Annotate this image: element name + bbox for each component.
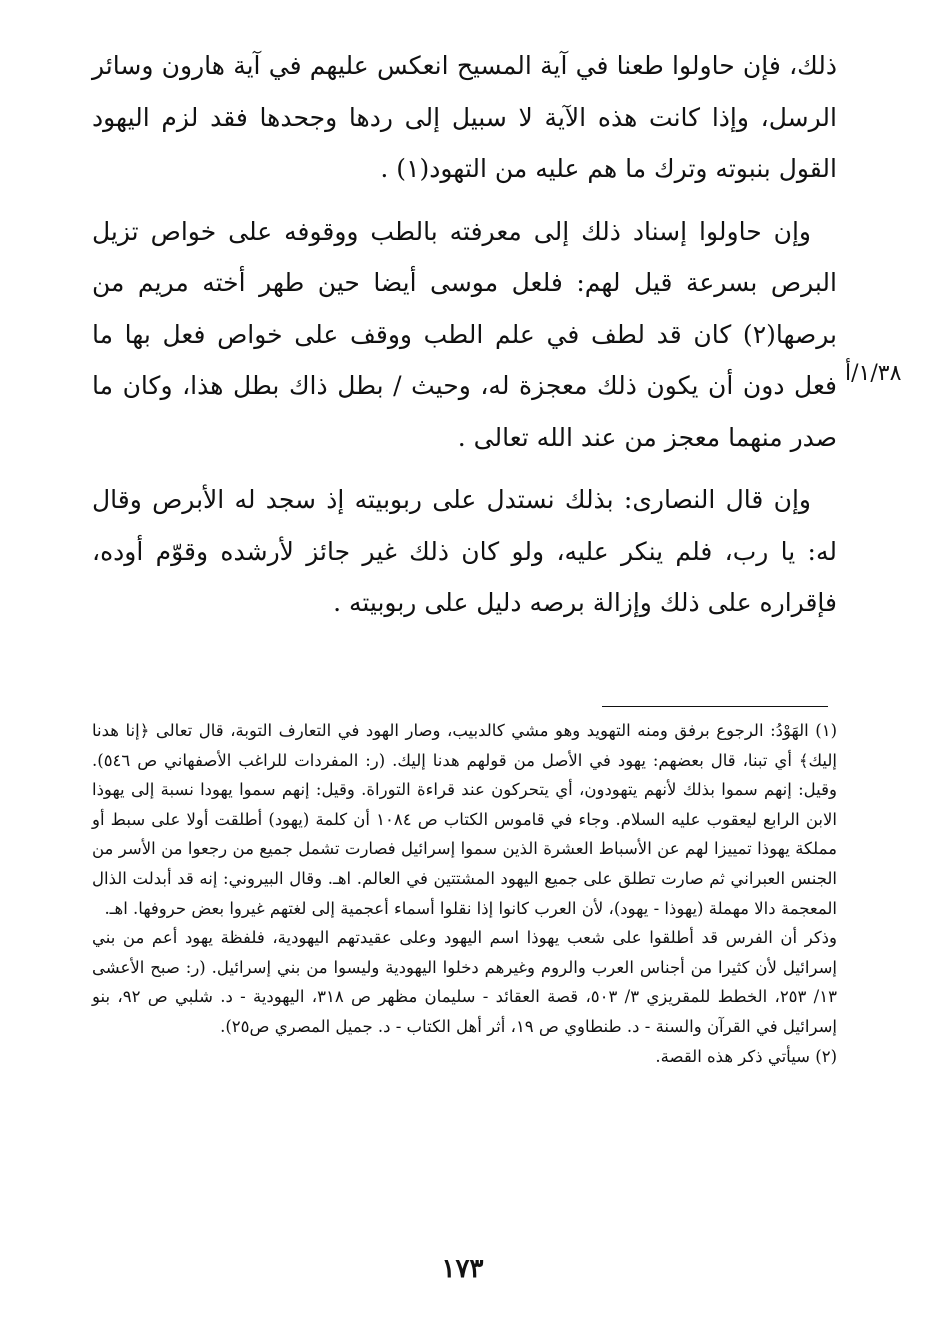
footnote-divider bbox=[602, 706, 828, 707]
page-number: ١٧٣ bbox=[441, 1254, 484, 1284]
margin-folio-reference: ١/٣٨/أ bbox=[845, 361, 902, 386]
paragraph-3: وإن قال النصارى: بذلك نستدل على ربوبيته إذ سجد له الأبرص وقال له: يا رب، فلم ينكر عليه، ولو كان ذلك غير جائز لأرشده وقوّم أوده، فإقراره على ذلك وإزالة برصه دليل على ربوبيته . bbox=[92, 485, 837, 617]
paragraph-1: ذلك، فإن حاولوا طعنا في آية المسيح انعكس عليهم في آية هارون وسائر الرسل، وإذا كانت هذه الآية لا سبيل إلى ردها وجحدها فقد لزم اليهود القول بنبوته وترك ما هم عليه من التهود(١) . bbox=[92, 51, 837, 183]
footnotes-block bbox=[92, 716, 837, 1071]
paragraph-2: وإن حاولوا إسناد ذلك إلى معرفته بالطب ووقوفه على خواص تزيل البرص بسرعة قيل لهم: فلعل موسى أيضا حين طهر أخته مريم من برصها(٢) كان قد لطف في علم الطب ووقف على خواص فعل بها ما فعل دون أن يكون ذلك معجزة له، وحيث / بطل ذاك بطل هذا، وكان ما صدر منهما معجز من عند الله تعالى . bbox=[92, 216, 837, 452]
footnote-2: (٢) سيأتي ذكر هذه القصة. bbox=[655, 1046, 837, 1066]
main-text-block bbox=[92, 40, 837, 640]
footnote-1-continued: وذكر أن الفرس قد أطلقوا على شعب يهوذا اسم اليهود وعلى عقيدتهم اليهودية، فلفظة يهود أعم من بني إسرائيل لأن كثيرا من أجناس العرب والروم وغيرهم دخلوا اليهودية وليسوا من بني إسرائيل. (ر: صبح الأعشى ١٣/ ٢٥٣، الخطط للمقريزي ٣/ ٥٠٣، قصة العقائد - سليمان مظهر ص ٣١٨، اليهودية - د. شلبي ص ٩٢، بنو إسرائيل في القرآن والسنة - د. طنطاوي ص ١٩، أثر أهل الكتاب - د. جميل المصري ص٢٥). bbox=[92, 928, 837, 1036]
footnote-1: (١) الهَوْدُ: الرجوع برفق ومنه التهويد وهو مشي كالدبيب، وصار الهود في التعارف التوبة، قال تعالى ﴿إنا هدنا إليك﴾ أي تبنا، قال بعضهم: يهود في الأصل من قولهم هدنا إليك. (ر: المفردات للراغب الأصفهاني ص ٥٤٦). وقيل: إنهم سموا بذلك لأنهم يتهودون، أي يتحركون عند قراءة التوراة. وقيل: إنهم سموا يهودا نسبة إلى يهوذا الابن الرابع ليعقوب عليه السلام. وجاء في قاموس الكتاب ص ١٠٨٤ أن كلمة (يهود) أطلقت أولا على سبط أو مملكة يهوذا تمييزا لهم عن الأسباط العشرة الذين سموا إسرائيل فصارت تشمل جميع من رجعوا من الأسر من الجنس العبراني ثم صارت تطلق على جميع اليهود المشتتين في العالم. اهـ. وقال البيروني: إنه قد أبدلت الذال المعجمة دالا مهملة (يهوذا - يهود)، لأن العرب كانوا إذا نقلوا أسماء أعجمية إلى لغتهم غيروا بعض حروفها. اهـ. bbox=[92, 721, 838, 918]
